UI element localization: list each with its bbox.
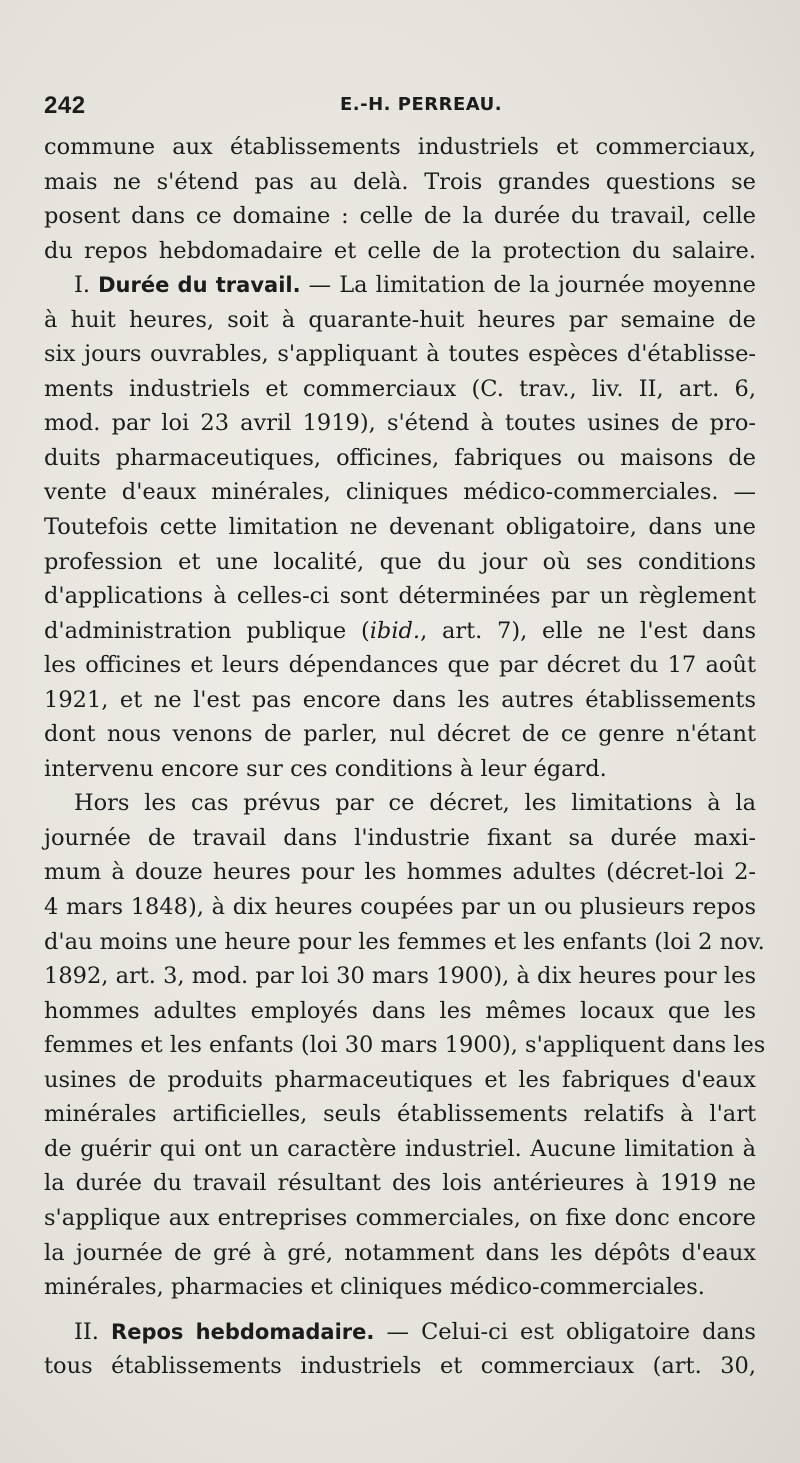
- text-line: mais ne s'étend pas au delà. Trois grandes questions se: [44, 168, 756, 195]
- text-line: intervenu encore sur ces conditions à leur égard.: [44, 755, 607, 782]
- text-line: six jours ouvrables, s'appliquant à toutes espèces d'établisse-: [44, 341, 756, 368]
- text-line: profession et une localité, que du jour où ses conditions: [44, 548, 756, 575]
- italic-ibid: ibid.: [369, 617, 421, 644]
- text-line: les officines et leurs dépendances que par décret du 17 août: [44, 652, 756, 679]
- text-line: journée de travail dans l'industrie fixant sa durée maxi-: [44, 824, 756, 851]
- text-line: dont nous venons de parler, nul décret de ce genre n'étant: [44, 721, 756, 748]
- text-line: usines de produits pharmaceutiques et les fabriques d'eaux: [44, 1066, 756, 1093]
- text-line: ments industriels et commerciaux (C. trav., liv. II, art. 6,: [44, 375, 756, 402]
- section-title: Durée du travail.: [98, 273, 301, 298]
- text-line: de guérir qui ont un caractère industriel. Aucune limitation à: [44, 1135, 756, 1162]
- text-line: tous établissements industriels et commerciaux (art. 30,: [44, 1353, 756, 1380]
- text-line: s'applique aux entreprises commerciales, on fixe donc encore: [44, 1204, 756, 1231]
- section-heading-line-2: [44, 1315, 756, 1350]
- text-segment: , art. 7), elle ne l'est dans: [420, 617, 756, 644]
- text-line: mod. par loi 23 avril 1919), s'étend à toutes usines de pro-: [44, 410, 756, 437]
- text-line: la durée du travail résultant des lois antérieures à 1919 ne: [44, 1170, 756, 1197]
- text-line: mum à douze heures pour les hommes adultes (décret-loi 2-: [44, 859, 756, 886]
- text-line: minérales artificielles, seuls établissements relatifs à l'art: [44, 1101, 756, 1128]
- page-header: [44, 92, 764, 124]
- text-line: 1892, art. 3, mod. par loi 30 mars 1900), à dix heures pour les: [44, 963, 756, 990]
- section-number: II.: [74, 1318, 112, 1345]
- text-line: du repos hebdomadaire et celle de la protection du salaire.: [44, 237, 756, 264]
- text-line: la journée de gré à gré, notamment dans les dépôts d'eaux: [44, 1239, 756, 1266]
- text-line: minérales, pharmacies et cliniques médico-commerciales.: [44, 1274, 705, 1301]
- body-text: [44, 130, 766, 1384]
- text-line: d'applications à celles-ci sont déterminées par un règlement: [44, 583, 756, 610]
- text-line: Hors les cas prévus par ce décret, les limitations à la: [74, 790, 756, 817]
- text-line: Toutefois cette limitation ne devenant obligatoire, dans une: [44, 514, 756, 541]
- text-line: 1921, et ne l'est pas encore dans les autres établissements: [44, 686, 756, 713]
- section-heading-line-1: [44, 268, 756, 303]
- text-line: hommes adultes employés dans les mêmes locaux que les: [44, 997, 756, 1024]
- text-line: femmes et les enfants (loi 30 mars 1900), s'appliquent dans les: [44, 1032, 766, 1059]
- section-number: I.: [74, 272, 99, 299]
- page-number: 242: [44, 92, 86, 119]
- text-line: d'au moins une heure pour les femmes et les enfants (loi 2 nov.: [44, 928, 765, 955]
- text-line: vente d'eaux minérales, cliniques médico-commerciales. —: [44, 479, 756, 506]
- text-line: duits pharmaceutiques, officines, fabriques ou maisons de: [44, 444, 756, 471]
- section-text: — La limitation de la journée moyenne: [300, 272, 756, 299]
- text-line-ibid: [44, 614, 756, 649]
- running-head: E.-H. PERREAU.: [340, 94, 503, 115]
- text-line: 4 mars 1848), à dix heures coupées par un ou plusieurs repos: [44, 894, 756, 921]
- text-line: à huit heures, soit à quarante-huit heures par semaine de: [44, 306, 756, 333]
- text-line: commune aux établissements industriels et commerciaux,: [44, 134, 756, 160]
- text-segment: d'administration publique (: [44, 617, 370, 644]
- section-title: Repos hebdomadaire.: [111, 1319, 375, 1344]
- text-line: posent dans ce domaine : celle de la durée du travail, celle: [44, 203, 756, 230]
- section-text: — Celui-ci est obligatoire dans: [374, 1318, 756, 1345]
